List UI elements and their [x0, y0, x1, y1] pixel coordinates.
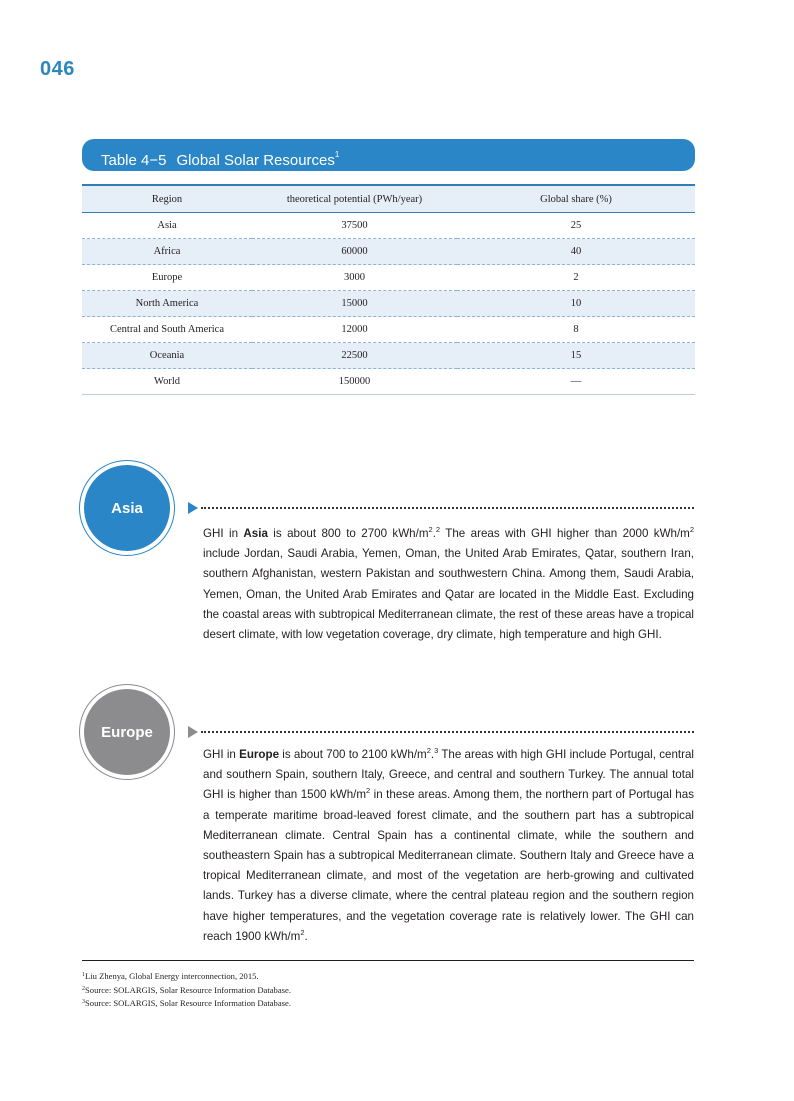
footnote-item — [82, 984, 291, 998]
bold-term: Asia — [243, 527, 268, 540]
cell-potential: 12000 — [252, 317, 457, 343]
table-title: Global Solar Resources — [176, 152, 335, 169]
cell-region: Asia — [82, 213, 252, 239]
text: The areas with GHI higher than 2000 kWh/m — [440, 527, 690, 540]
cell-share: 8 — [457, 317, 695, 343]
table-row — [82, 291, 695, 317]
solar-resources-table — [82, 184, 695, 395]
cell-share: 15 — [457, 343, 695, 369]
cell-region: Oceania — [82, 343, 252, 369]
table-row — [82, 369, 695, 395]
column-header-region: Region — [151, 193, 183, 205]
asia-paragraph — [203, 524, 694, 645]
table-row — [82, 343, 695, 369]
cell-region: World — [82, 369, 252, 395]
column-header-potential: theoretical potential (PWh/year) — [286, 193, 423, 205]
superscript: 2 — [366, 786, 371, 796]
europe-paragraph — [203, 745, 694, 947]
footnote-divider — [82, 960, 694, 961]
table-header-row — [82, 185, 695, 213]
footnote-ref[interactable]: 2 — [435, 525, 441, 534]
footnote-number: 2 — [82, 985, 85, 992]
superscript: 2 — [689, 525, 695, 534]
cell-share: — — [457, 369, 695, 395]
cell-potential: 15000 — [252, 291, 457, 317]
text: . — [432, 527, 436, 540]
cell-share: 2 — [457, 265, 695, 291]
table-title-bar — [82, 139, 695, 171]
text: include Jordan, Saudi Arabia, Yemen, Oman, the United Arab Emirates, Qatar, southern Iran, southern Afghanistan, western Pakistan and southwestern China. Among them, Saudi Arabia, Yemen, Oman, the United Arab Emirates and Qatar are located in the Middle East. Excluding the coastal areas with subtropical Mediterranean climate, the rest of these areas have a tropical desert climate, with low vegetation coverage, dry climate, high temperature and high GHI. — [203, 547, 694, 642]
cell-potential: 3000 — [252, 265, 457, 291]
footnote-number: 1 — [82, 972, 85, 978]
dotted-divider — [201, 731, 694, 733]
cell-potential: 22500 — [252, 343, 457, 369]
asia-badge: Asia — [84, 465, 170, 551]
cell-region: Africa — [82, 239, 252, 265]
dotted-divider — [201, 507, 694, 509]
text: is about 800 to 2700 kWh/m — [267, 527, 429, 540]
text: . — [304, 929, 308, 943]
cell-region: Europe — [82, 265, 252, 291]
text: is about 700 to 2100 kWh/m — [279, 748, 427, 761]
table-label: Table 4−5 — [101, 152, 167, 169]
superscript: 2 — [300, 927, 305, 937]
page-number: 046 — [40, 58, 75, 80]
pointer-arrow-icon — [188, 726, 198, 738]
footnotes — [82, 970, 291, 1011]
text: GHI in — [203, 527, 244, 540]
table-row — [82, 317, 695, 343]
footnote-text: Source: SOLARGIS, Solar Resource Information Database. — [85, 998, 291, 1008]
footnote-item — [82, 970, 291, 984]
cell-share: 40 — [457, 239, 695, 265]
text: in these areas. Among them, the northern part of Portugal has a temperate maritime broad-leaved forest climate, and the southern part has a subtropical Mediterranean climate. Central Spain has a continental climate, while the southern and southeastern Spain has a subtropical Mediterranean climate. Southern Italy and Greece have a tropical Mediterranean climate, and most of the vegetation are herb-growing and cultivated lands. Turkey has a diverse climate, where the central plateau region and the southern region have higher temperatures, and the vegetation coverage rate is relatively lower. The GHI can reach 1900 kWh/m — [203, 788, 694, 943]
text: . — [430, 748, 435, 761]
footnote-ref[interactable]: 1 — [334, 150, 340, 159]
cell-share: 10 — [457, 291, 695, 317]
asia-badge-ring — [79, 460, 175, 556]
text: GHI in — [203, 748, 240, 761]
footnote-text: Liu Zhenya, Global Energy interconnection, 2015. — [85, 971, 259, 981]
table-row — [82, 239, 695, 265]
superscript: 2 — [428, 525, 433, 534]
cell-potential: 60000 — [252, 239, 457, 265]
column-header-share: Global share (%) — [540, 193, 612, 205]
cell-potential: 150000 — [252, 369, 457, 395]
cell-share: 25 — [457, 213, 695, 239]
europe-badge-ring — [79, 684, 175, 780]
table-row — [82, 265, 695, 291]
footnote-ref[interactable]: 3 — [434, 746, 439, 755]
europe-badge: Europe — [84, 689, 170, 775]
text: The areas with high GHI include Portugal, central and southern Spain, southern Italy, Greece, and central and southern Turkey. The annual total GHI is higher than 1500 kWh/m — [203, 748, 695, 802]
footnote-text: Source: SOLARGIS, Solar Resource Information Database. — [85, 984, 291, 995]
footnote-number: 3 — [82, 999, 85, 1005]
cell-region: Central and South America — [82, 317, 252, 343]
cell-potential: 37500 — [252, 213, 457, 239]
superscript: 2 — [426, 746, 431, 755]
table-row — [82, 213, 695, 239]
cell-region: North America — [82, 291, 252, 317]
footnote-item — [82, 997, 291, 1011]
bold-term: Europe — [239, 748, 280, 761]
pointer-arrow-icon — [188, 502, 198, 514]
